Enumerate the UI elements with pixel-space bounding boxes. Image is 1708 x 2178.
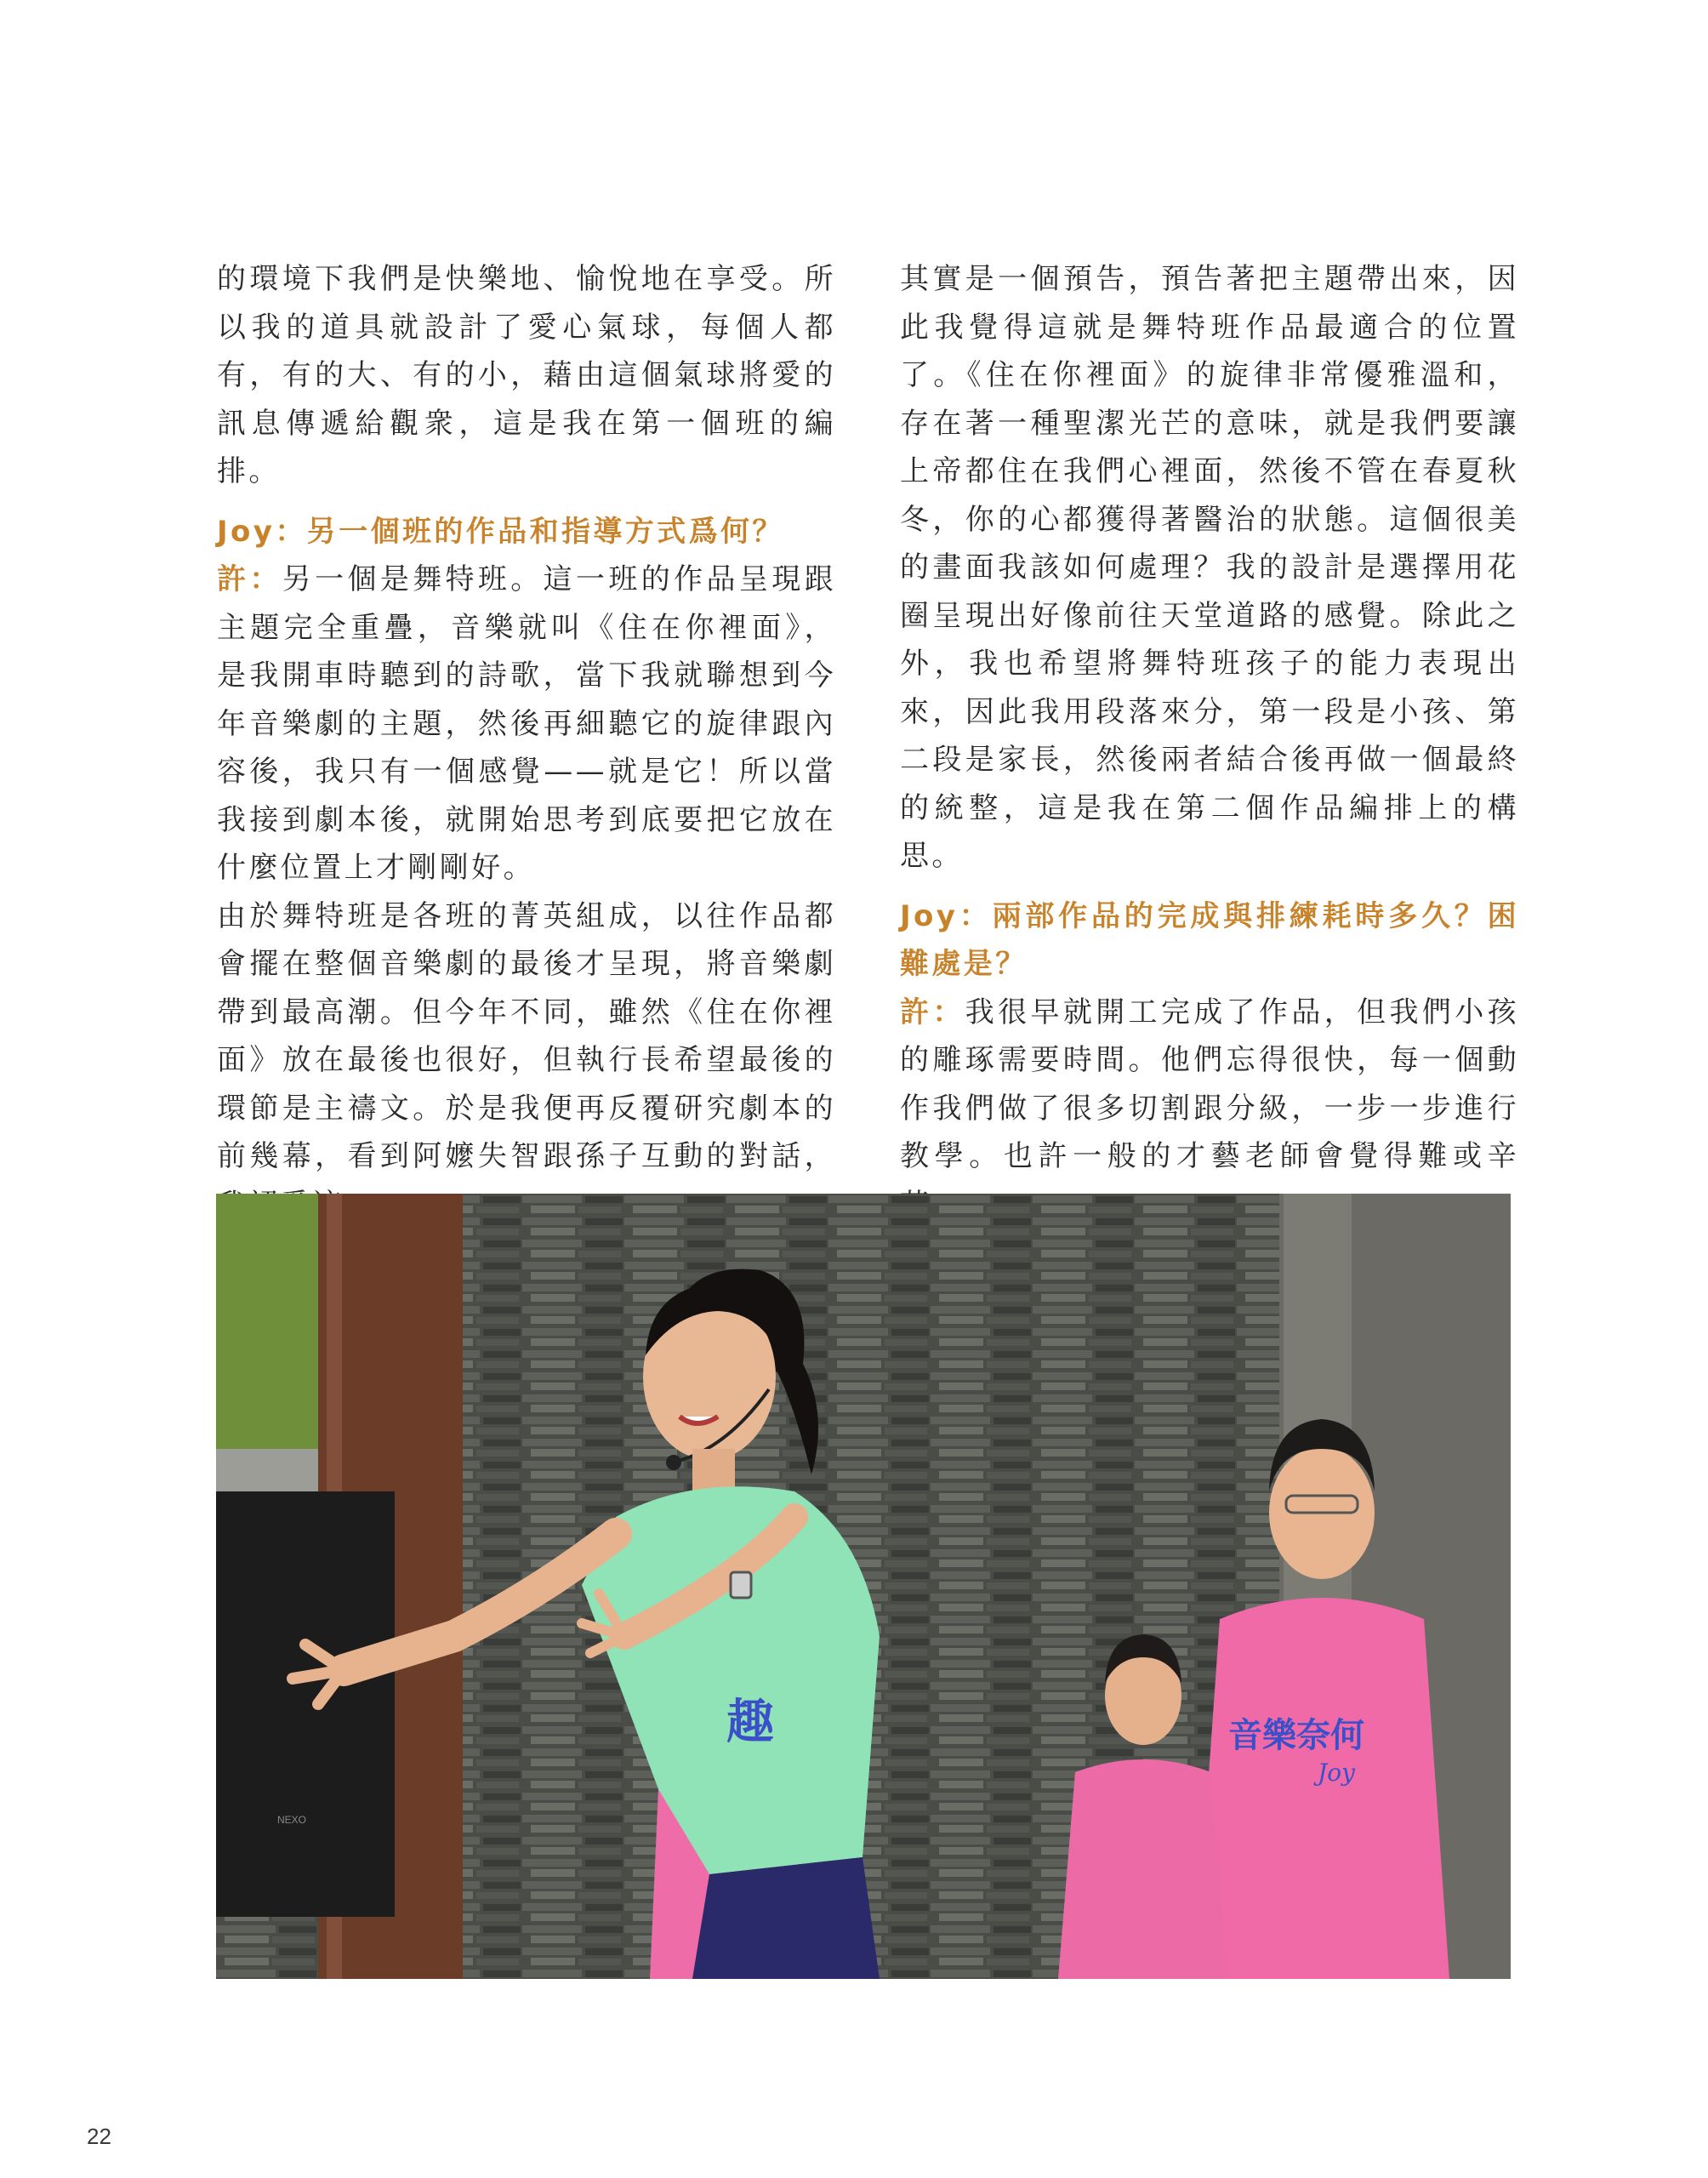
student-shirt-text: 音樂奈何 [1228, 1716, 1364, 1755]
answer-paragraph-1 [217, 556, 836, 892]
foliage [216, 1194, 318, 1449]
answer-text: 另一個是舞特班。這一班的作品呈現跟主題完全重疊，音樂就叫《住在你裡面》，是我開車時聽到的詩歌，當下我就聯想到今年音樂劇的主題，然後再細聽它的旋律跟內容後，我只有一個感覺——就是它！所以當我接到劇本後，就開始思考到底要把它放在什麼位置上才剛剛好。 [217, 562, 836, 885]
instructor-shirt-text: 趣 [726, 1695, 774, 1750]
question-heading-2: Joy：兩部作品的完成與排練耗時多久？困難處是？ [900, 898, 1519, 981]
speaker-label: 許： [217, 562, 282, 596]
right-column [900, 255, 1519, 1229]
loudspeaker [216, 1491, 395, 1917]
left-column [217, 255, 836, 1229]
page-number: 22 [87, 2124, 111, 2149]
answer-text: 我很早就開工完成了作品，但我們小孩的雕琢需要時間。他們忘得很快，每一個動作我們做了很多切割跟分級，一步一步進行教學。也許一般的才藝老師會覺得難或辛 [900, 995, 1519, 1173]
question-heading-1: Joy：另一個班的作品和指導方式爲何？ [217, 514, 784, 549]
speaker-label: 許： [900, 995, 965, 1029]
spacer [900, 881, 1519, 892]
instructor-teaching-dance-photo [216, 1194, 1511, 1979]
speaker-brand-text: NEXO [277, 1814, 307, 1826]
left-paragraph-2: 由於舞特班是各班的菁英組成，以往作品都會擺在整個音樂劇的最後才呈現，將音樂劇帶到最高潮。但今年不同，雖然《住在你裡面》放在最後也很好，但執行長希望最後的環節是主禱文。於是我便再反覆研究劇本的前幾幕，看到阿嬤失智跟孫子互動的對話， [217, 898, 836, 1173]
photo-illustration [216, 1194, 1511, 1979]
right-paragraph-1: 其實是一個預告，預告著把主題帶出來，因此我覺得這就是舞特班作品最適合的位置了。《住在你裡面》的旋律非常優雅溫和，存在著一種聖潔光芒的意味，就是我們要讓上帝都住在我們心裡面，然後不管在春夏秋冬，你的心都獲得著醫治的狀態。這個很美的畫面我該如何處理？我的設計是選擇用花圈呈現出好像前往天堂道路的感覺。除此之外，我也希望將舞特班孩子的能力表現出來，因此我用段落來分，第一段是小孩、第二段是家長，然後兩者結合後再做一個最終的統整，這是我在第二個作品編排上的構思。 [900, 262, 1519, 873]
answer-paragraph-2 [900, 989, 1519, 1229]
spacer [217, 496, 836, 508]
student-shirt-subtext: Joy [1318, 1759, 1355, 1787]
left-paragraph-1: 的環境下我們是快樂地、愉悅地在享受。所以我的道具就設計了愛心氣球，每個人都有，有的大、有的小，藉由這個氣球將愛的訊息傳遞給觀衆，這是我在第一個班的編排。 [217, 262, 836, 488]
